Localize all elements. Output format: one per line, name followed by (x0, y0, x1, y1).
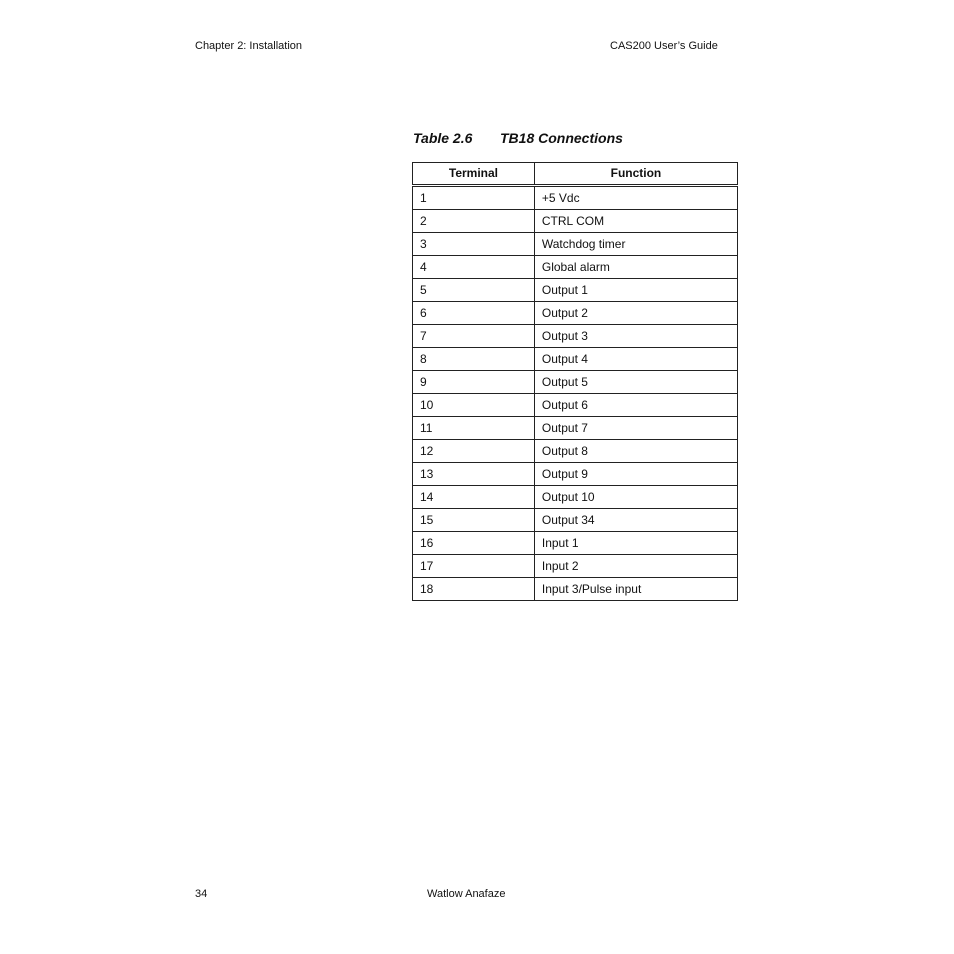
terminal-cell: 13 (413, 463, 535, 486)
table-row (413, 302, 738, 325)
function-cell: Output 2 (534, 302, 737, 325)
table-header-row (413, 163, 738, 186)
table-row (413, 186, 738, 210)
table-row (413, 417, 738, 440)
terminal-cell: 4 (413, 256, 535, 279)
running-header-chapter: Chapter 2: Installation (195, 40, 303, 52)
table-row (413, 578, 738, 601)
table-caption (413, 130, 623, 146)
function-cell: Watchdog timer (534, 233, 737, 256)
table-row (413, 532, 738, 555)
terminal-cell: 18 (413, 578, 535, 601)
running-header-guide-title: CAS200 User’s Guide (610, 40, 718, 52)
function-cell: Output 3 (534, 325, 737, 348)
function-cell: Output 10 (534, 486, 737, 509)
terminal-cell: 7 (413, 325, 535, 348)
table-row (413, 371, 738, 394)
function-cell: Global alarm (534, 256, 737, 279)
terminal-cell: 6 (413, 302, 535, 325)
terminal-cell: 1 (413, 186, 535, 210)
function-cell: Output 6 (534, 394, 737, 417)
terminal-cell: 15 (413, 509, 535, 532)
function-cell: Output 5 (534, 371, 737, 394)
footer-publisher: Watlow Anafaze (427, 888, 506, 900)
function-cell: Output 9 (534, 463, 737, 486)
table-body (413, 186, 738, 601)
table-row (413, 233, 738, 256)
function-cell: +5 Vdc (534, 186, 737, 210)
terminal-cell: 10 (413, 394, 535, 417)
terminal-cell: 11 (413, 417, 535, 440)
terminal-cell: 9 (413, 371, 535, 394)
table-row (413, 210, 738, 233)
table-row (413, 325, 738, 348)
terminal-cell: 17 (413, 555, 535, 578)
terminal-cell: 8 (413, 348, 535, 371)
terminal-cell: 12 (413, 440, 535, 463)
function-cell: Input 3/Pulse input (534, 578, 737, 601)
table-number: Table 2.6 (413, 130, 473, 146)
table-row (413, 256, 738, 279)
function-cell: CTRL COM (534, 210, 737, 233)
function-cell: Output 4 (534, 348, 737, 371)
function-cell: Output 1 (534, 279, 737, 302)
terminal-cell: 16 (413, 532, 535, 555)
page-number: 34 (195, 888, 208, 900)
table-row (413, 348, 738, 371)
table-row (413, 463, 738, 486)
function-cell: Output 7 (534, 417, 737, 440)
function-cell: Input 1 (534, 532, 737, 555)
table-row (413, 279, 738, 302)
table-title: TB18 Connections (500, 130, 623, 146)
terminal-cell: 5 (413, 279, 535, 302)
table-row (413, 509, 738, 532)
table-row (413, 555, 738, 578)
table-row (413, 486, 738, 509)
terminal-cell: 3 (413, 233, 535, 256)
terminal-cell: 14 (413, 486, 535, 509)
terminal-cell: 2 (413, 210, 535, 233)
column-header-terminal: Terminal (413, 163, 535, 186)
function-cell: Output 8 (534, 440, 737, 463)
table-row (413, 394, 738, 417)
function-cell: Input 2 (534, 555, 737, 578)
table-row (413, 440, 738, 463)
column-header-function: Function (534, 163, 737, 186)
connections-table (412, 162, 738, 601)
function-cell: Output 34 (534, 509, 737, 532)
